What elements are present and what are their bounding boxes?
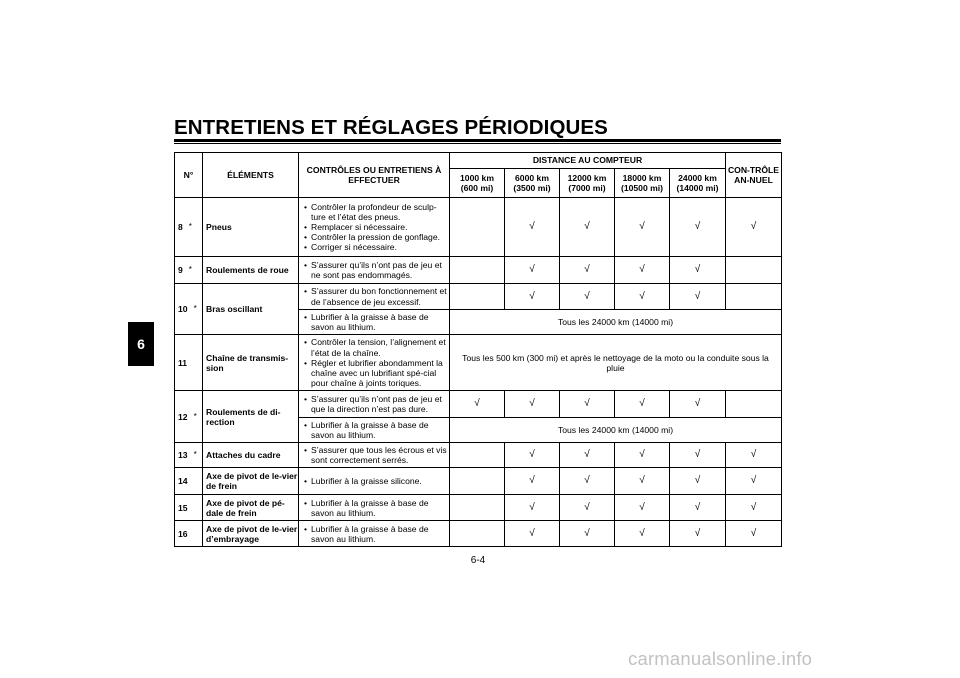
- header-distance-col: [615, 169, 670, 198]
- item-number: [175, 521, 203, 547]
- check-cell: [450, 443, 505, 468]
- header-elements: ÉLÉMENTS: [203, 153, 299, 198]
- special-mark: *: [193, 411, 197, 421]
- title-rule-thin: [174, 143, 781, 144]
- check-cell: √: [670, 495, 726, 521]
- check-cell: [450, 198, 505, 257]
- check-cell: √: [560, 257, 615, 284]
- page-title: ENTRETIENS ET RÉGLAGES PÉRIODIQUES: [174, 116, 608, 139]
- item-number-value: 9: [178, 264, 183, 275]
- item-name: Bras oscillant: [203, 284, 299, 335]
- check-cell: √: [615, 391, 670, 418]
- header-controls: CONTRÔLES OU ENTRETIENS À EFFECTUER: [299, 153, 450, 198]
- item-number: [175, 198, 203, 257]
- control-item: • S’assurer que tous les écrous et vis sont correctement serrés.: [303, 445, 447, 465]
- title-rule-thick: [174, 139, 781, 142]
- item-number-value: 15: [178, 502, 188, 513]
- control-item: • S’assurer du bon fonctionnement et de l’absence de jeu excessif.: [303, 286, 447, 306]
- table-row: [175, 257, 782, 284]
- control-item: • Lubrifier à la graisse à base de savon au lithium.: [303, 312, 447, 332]
- check-cell: √: [615, 468, 670, 495]
- distance-mi: (600 mi): [460, 183, 494, 193]
- header-no: N°: [175, 153, 203, 198]
- check-cell: √: [615, 443, 670, 468]
- check-cell: [450, 521, 505, 547]
- check-cell: √: [505, 257, 560, 284]
- check-cell: √: [670, 391, 726, 418]
- check-cell: √: [615, 284, 670, 310]
- check-cell: √: [505, 443, 560, 468]
- table-row: [175, 198, 782, 257]
- interval-note: Tous les 24000 km (14000 mi): [450, 418, 782, 443]
- distance-mi: (3500 mi): [513, 183, 551, 193]
- distance-km: 12000 km: [567, 172, 607, 183]
- control-cell: [299, 198, 450, 257]
- check-cell: √: [560, 284, 615, 310]
- header-distance-col: [450, 169, 505, 198]
- control-cell: [299, 335, 450, 391]
- check-cell: √: [560, 495, 615, 521]
- distance-km: 1000 km: [460, 172, 494, 183]
- check-cell: [726, 391, 782, 418]
- page-number: 6-4: [470, 555, 486, 566]
- check-cell: [726, 284, 782, 310]
- item-number-value: 12: [178, 411, 188, 422]
- check-cell: √: [560, 468, 615, 495]
- table-row: [175, 521, 782, 547]
- item-name: Attaches du cadre: [203, 443, 299, 468]
- check-cell: √: [560, 443, 615, 468]
- item-number-value: 16: [178, 528, 188, 539]
- distance-km: 6000 km: [515, 172, 549, 183]
- check-cell: √: [615, 521, 670, 547]
- check-cell: √: [670, 468, 726, 495]
- check-cell: √: [726, 521, 782, 547]
- interval-note: Tous les 24000 km (14000 mi): [450, 310, 782, 335]
- special-mark: *: [193, 304, 197, 314]
- chapter-tab: 6: [128, 322, 154, 366]
- check-cell: √: [670, 443, 726, 468]
- table-row: [175, 335, 782, 391]
- check-cell: √: [560, 391, 615, 418]
- interval-note: Tous les 500 km (300 mi) et après le nettoyage de la moto ou la conduite sous la pluie: [450, 335, 782, 391]
- item-number: [175, 284, 203, 335]
- item-name: Pneus: [203, 198, 299, 257]
- distance-mi: (7000 mi): [568, 183, 606, 193]
- check-cell: √: [505, 468, 560, 495]
- check-cell: √: [505, 198, 560, 257]
- special-mark: *: [193, 450, 197, 460]
- control-item: • S’assurer qu’ils n’ont pas de jeu et que la direction n’est pas dure.: [303, 394, 447, 414]
- control-cell: [299, 418, 450, 443]
- control-item: • Contrôler la profondeur de sculp-ture et l’état des pneus.: [303, 202, 447, 222]
- table-row: [175, 443, 782, 468]
- check-cell: √: [505, 521, 560, 547]
- control-cell: [299, 284, 450, 310]
- item-number-value: 8: [178, 221, 183, 232]
- control-item: • Lubrifier à la graisse à base de savon au lithium.: [303, 420, 447, 440]
- check-cell: [450, 495, 505, 521]
- item-number: [175, 257, 203, 284]
- check-cell: √: [670, 521, 726, 547]
- control-item: • Contrôler la tension, l’alignement et l’état de la chaîne.: [303, 337, 447, 357]
- check-cell: √: [450, 391, 505, 418]
- item-number: [175, 443, 203, 468]
- header-distance-col: [505, 169, 560, 198]
- item-name: Roulements de di-rection: [203, 391, 299, 443]
- check-cell: √: [560, 198, 615, 257]
- control-cell: [299, 521, 450, 547]
- check-cell: [726, 257, 782, 284]
- distance-mi: (10500 mi): [620, 183, 664, 193]
- table-row: [175, 391, 782, 418]
- table-row: [175, 468, 782, 495]
- control-cell: [299, 495, 450, 521]
- watermark: carmanualsonline.info: [628, 648, 813, 669]
- item-number-value: 11: [178, 357, 188, 368]
- check-cell: √: [505, 391, 560, 418]
- check-cell: √: [726, 198, 782, 257]
- control-cell: [299, 257, 450, 284]
- item-name: Axe de pivot de le-vier de frein: [203, 468, 299, 495]
- check-cell: √: [615, 257, 670, 284]
- item-name: Axe de pivot de le-vier d’embrayage: [203, 521, 299, 547]
- special-mark: *: [188, 221, 192, 231]
- item-number: [175, 391, 203, 443]
- check-cell: √: [615, 495, 670, 521]
- item-number: [175, 335, 203, 391]
- header-annual: CON-TRÔLE AN-NUEL: [726, 153, 782, 198]
- item-number-value: 14: [178, 476, 188, 487]
- header-distance-col: [670, 169, 726, 198]
- check-cell: √: [505, 284, 560, 310]
- check-cell: √: [505, 495, 560, 521]
- special-mark: *: [188, 264, 192, 274]
- control-item: • Lubrifier à la graisse silicone.: [303, 476, 447, 486]
- control-item: • Contrôler la pression de gonflage.: [303, 232, 447, 242]
- control-cell: [299, 391, 450, 418]
- control-item: • Lubrifier à la graisse à base de savon au lithium.: [303, 498, 447, 518]
- distance-km: 24000 km: [678, 172, 717, 183]
- check-cell: [450, 257, 505, 284]
- control-cell: [299, 443, 450, 468]
- item-number: [175, 468, 203, 495]
- check-cell: √: [670, 284, 726, 310]
- control-item: • Remplacer si nécessaire.: [303, 222, 447, 232]
- table-row: [175, 495, 782, 521]
- check-cell: [450, 284, 505, 310]
- maintenance-table: [174, 152, 782, 547]
- check-cell: √: [560, 521, 615, 547]
- table-row: [175, 284, 782, 310]
- check-cell: √: [670, 257, 726, 284]
- distance-km: 18000 km: [622, 172, 662, 183]
- check-cell: √: [670, 198, 726, 257]
- check-cell: √: [726, 443, 782, 468]
- check-cell: √: [615, 198, 670, 257]
- control-item: • Régler et lubrifier abondamment la chaîne avec un lubrifiant spé-cial pour chaîne à joints toriques.: [303, 358, 447, 388]
- distance-mi: (14000 mi): [676, 183, 719, 193]
- control-cell: [299, 310, 450, 335]
- control-cell: [299, 468, 450, 495]
- item-name: Roulements de roue: [203, 257, 299, 284]
- control-item: • Lubrifier à la graisse à base de savon au lithium.: [303, 524, 447, 544]
- control-item: • Corriger si nécessaire.: [303, 242, 447, 252]
- check-cell: √: [726, 468, 782, 495]
- item-number: [175, 495, 203, 521]
- control-item: • S’assurer qu’ils n’ont pas de jeu et ne sont pas endommagés.: [303, 260, 447, 280]
- item-name: Axe de pivot de pé-dale de frein: [203, 495, 299, 521]
- item-number-value: 13: [178, 450, 188, 461]
- check-cell: √: [726, 495, 782, 521]
- item-name: Chaîne de transmis-sion: [203, 335, 299, 391]
- header-distance: DISTANCE AU COMPTEUR: [450, 153, 726, 169]
- item-number-value: 10: [178, 304, 188, 315]
- check-cell: [450, 468, 505, 495]
- header-distance-col: [560, 169, 615, 198]
